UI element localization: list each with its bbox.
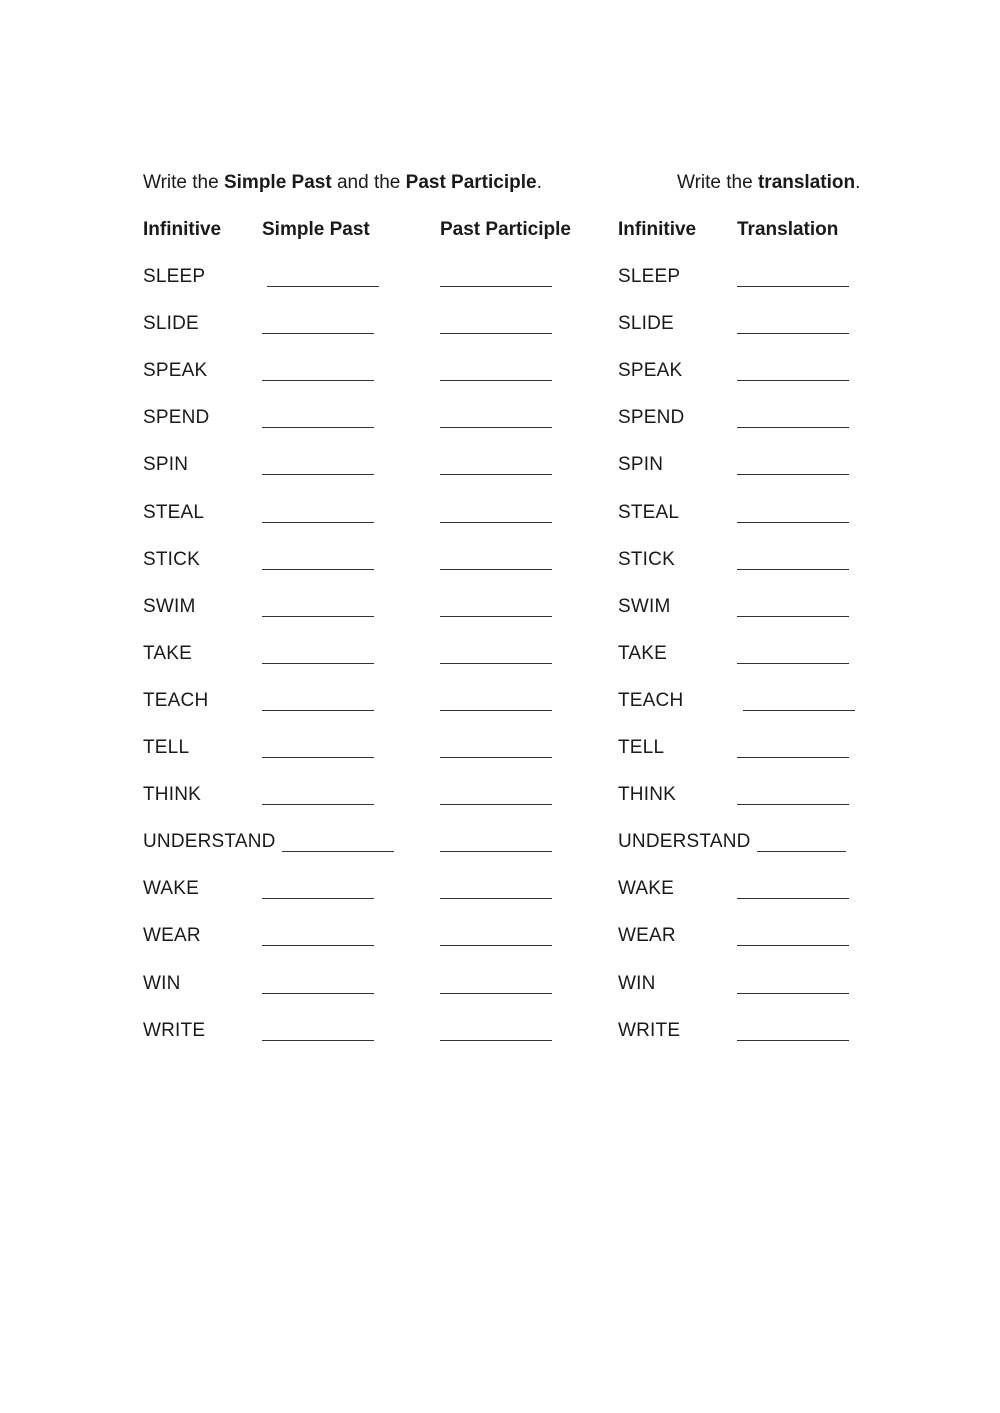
verb-left: SLIDE — [143, 313, 199, 335]
translation-blank[interactable] — [737, 333, 849, 334]
translation-blank[interactable] — [737, 898, 849, 899]
simple-past-blank[interactable] — [262, 804, 374, 805]
verb-left: UNDERSTAND — [143, 831, 276, 853]
verb-right: STICK — [618, 548, 675, 570]
simple-past-blank[interactable] — [262, 1040, 374, 1041]
past-participle-blank[interactable] — [440, 474, 552, 475]
instruction-right-text-2: . — [855, 172, 861, 193]
verb-right: SLEEP — [618, 266, 681, 287]
past-participle-blank[interactable] — [440, 945, 552, 946]
past-participle-blank[interactable] — [440, 522, 552, 523]
header-translation: Translation — [737, 219, 839, 240]
instruction-right-bold-1: translation — [757, 172, 856, 193]
verb-left: WIN — [143, 972, 181, 994]
translation-blank[interactable] — [737, 474, 849, 475]
simple-past-blank[interactable] — [262, 663, 374, 664]
verb-right: SPIN — [618, 454, 664, 476]
simple-past-blank[interactable] — [262, 945, 374, 946]
verb-right: WEAR — [618, 925, 676, 947]
verb-left: THINK — [143, 784, 201, 806]
instruction-left-text-2: and the — [331, 172, 406, 193]
verb-right: SWIM — [618, 595, 671, 617]
instruction-left-text-1: Write the — [143, 172, 224, 193]
instruction-left — [143, 172, 542, 194]
verb-left: SPEND — [143, 407, 210, 429]
instruction-right — [677, 172, 860, 194]
verb-left: SPIN — [143, 454, 189, 476]
verb-right: SLIDE — [618, 313, 674, 335]
verb-right: THINK — [618, 784, 676, 806]
past-participle-blank[interactable] — [440, 663, 552, 664]
simple-past-blank[interactable] — [262, 898, 374, 899]
translation-blank[interactable] — [737, 663, 849, 664]
verb-right: SPEAK — [618, 360, 683, 382]
verb-left: SLEEP — [143, 266, 206, 287]
simple-past-blank[interactable] — [262, 380, 374, 381]
simple-past-blank[interactable] — [282, 851, 394, 852]
verb-right: WIN — [618, 972, 656, 994]
verb-right: WAKE — [618, 878, 675, 900]
verb-left: WEAR — [143, 925, 201, 947]
past-participle-blank[interactable] — [440, 380, 552, 381]
past-participle-blank[interactable] — [440, 804, 552, 805]
instruction-right-text-1: Write the — [677, 172, 758, 193]
past-participle-blank[interactable] — [440, 851, 552, 852]
past-participle-blank[interactable] — [440, 286, 552, 287]
simple-past-blank[interactable] — [262, 569, 374, 570]
simple-past-blank[interactable] — [262, 427, 374, 428]
past-participle-blank[interactable] — [440, 993, 552, 994]
verb-left: TELL — [143, 737, 190, 758]
translation-blank[interactable] — [737, 757, 849, 758]
instruction-left-text-3: . — [536, 172, 542, 193]
simple-past-blank[interactable] — [262, 993, 374, 994]
past-participle-blank[interactable] — [440, 616, 552, 617]
verb-right: STEAL — [618, 501, 680, 523]
verb-left: TAKE — [143, 642, 193, 664]
translation-blank[interactable] — [737, 945, 849, 946]
simple-past-blank[interactable] — [262, 616, 374, 617]
verb-left: SPEAK — [143, 360, 208, 382]
simple-past-blank[interactable] — [262, 710, 374, 711]
past-participle-blank[interactable] — [440, 569, 552, 570]
translation-blank[interactable] — [737, 804, 849, 805]
translation-blank[interactable] — [743, 710, 855, 711]
translation-blank[interactable] — [737, 427, 849, 428]
past-participle-blank[interactable] — [440, 757, 552, 758]
past-participle-blank[interactable] — [440, 333, 552, 334]
translation-blank[interactable] — [737, 522, 849, 523]
verb-left: WAKE — [143, 878, 200, 900]
translation-blank[interactable] — [737, 616, 849, 617]
verb-left: SWIM — [143, 595, 196, 617]
translation-blank[interactable] — [737, 993, 849, 994]
translation-blank[interactable] — [737, 286, 849, 287]
verb-right: TAKE — [618, 642, 668, 664]
verb-right: UNDERSTAND — [618, 831, 751, 853]
past-participle-blank[interactable] — [440, 1040, 552, 1041]
simple-past-blank[interactable] — [262, 474, 374, 475]
translation-blank[interactable] — [737, 380, 849, 381]
verb-left: STICK — [143, 548, 200, 570]
verb-right: TEACH — [618, 689, 684, 711]
simple-past-blank[interactable] — [262, 522, 374, 523]
past-participle-blank[interactable] — [440, 427, 552, 428]
translation-blank[interactable] — [737, 1040, 849, 1041]
simple-past-blank[interactable] — [262, 333, 374, 334]
verb-right: SPEND — [618, 407, 685, 429]
verb-right: WRITE — [618, 1019, 681, 1041]
past-participle-blank[interactable] — [440, 898, 552, 899]
verb-right: TELL — [618, 737, 665, 758]
instruction-left-bold-2: Past Participle — [405, 172, 537, 193]
simple-past-blank[interactable] — [262, 757, 374, 758]
past-participle-blank[interactable] — [440, 710, 552, 711]
simple-past-blank[interactable] — [267, 286, 379, 287]
verb-left: WRITE — [143, 1019, 206, 1041]
header-past-participle: Past Participle — [440, 219, 571, 240]
translation-blank[interactable] — [737, 569, 849, 570]
verb-left: STEAL — [143, 501, 205, 523]
instruction-left-bold-1: Simple Past — [223, 172, 332, 193]
header-infinitive-right: Infinitive — [618, 219, 697, 240]
verb-left: TEACH — [143, 689, 209, 711]
header-infinitive-left: Infinitive — [143, 219, 222, 240]
translation-blank[interactable] — [757, 851, 846, 852]
header-simple-past: Simple Past — [262, 219, 370, 240]
